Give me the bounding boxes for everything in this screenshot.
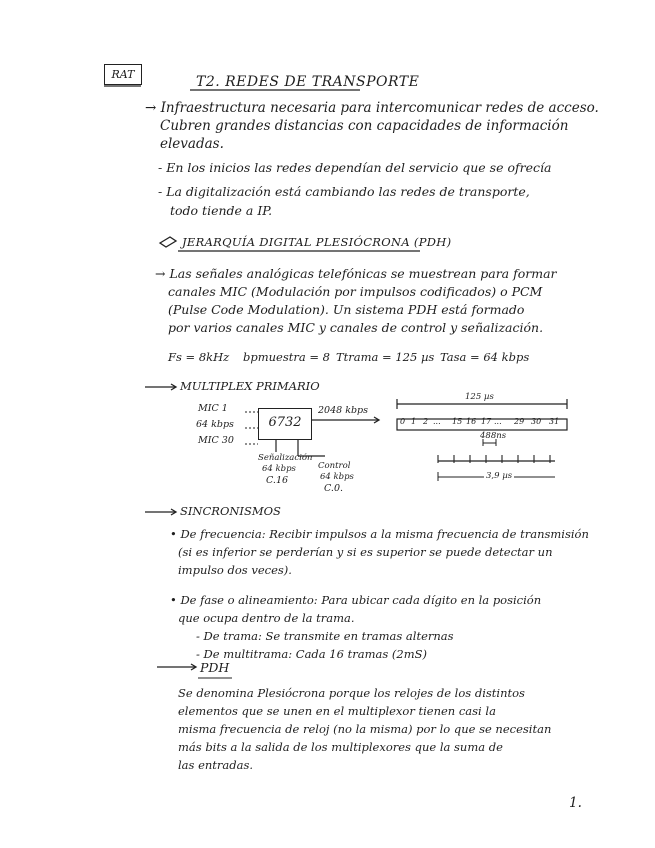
slot-dots-1: ... (433, 417, 441, 426)
param-ttrama: Ttrama = 125 µs (336, 350, 435, 364)
slot-2: 2 (423, 417, 429, 426)
slot-29: 29 (514, 417, 525, 426)
pdh-line-2: canales MIC (Modulación por impulsos codificados) o PCM (168, 284, 543, 299)
control-rate: 64 kbps (320, 472, 354, 482)
slot-0: 0 (400, 417, 406, 426)
pdh-def-line-1: Se denomina Plesiócrona porque los relojes de los distintos (178, 686, 525, 700)
output-rate: 2048 kbps (318, 405, 368, 416)
multiplexer-label: 6732 (268, 415, 302, 430)
intro-bullet-1: - En los inicios las redes dependían del servicio que se ofrecía (158, 160, 552, 175)
multiplexer-box (258, 408, 312, 440)
senalizacion-label: Señalización (258, 453, 313, 463)
bit-time: 3,9 µs (486, 471, 513, 481)
param-tasa: Tasa = 64 kbps (440, 350, 530, 364)
slot-time: 488ns (480, 431, 507, 441)
param-fs: Fs = 8kHz (168, 350, 230, 364)
pdh-heading: JERARQUÍA DIGITAL PLESIÓCRONA (PDH) (182, 235, 452, 249)
param-bits: bpmuestra = 8 (243, 350, 330, 364)
control-label: Control (318, 461, 351, 471)
frecuencia-line-2: (si es inferior se perderían y si es superior se puede detectar un (178, 545, 553, 559)
senalizacion-channel: C.16 (266, 475, 289, 486)
fase-sub-multitrama: - De multitrama: Cada 16 tramas (2mS) (196, 647, 427, 661)
slot-31: 31 (549, 417, 560, 426)
page-title: T2. REDES DE TRANSPORTE (196, 74, 420, 90)
input-rate: 64 kbps (196, 419, 234, 430)
subject-tag: RAT (104, 64, 142, 85)
pdh-line-4: por varios canales MIC y canales de control y señalización. (168, 320, 544, 335)
frecuencia-line-3: impulso dos veces). (178, 563, 292, 577)
control-channel: C.0. (324, 483, 344, 494)
slot-1: 1 (411, 417, 417, 426)
frecuencia-line-1: • De frecuencia: Recibir impulsos a la misma frecuencia de transmisión (170, 527, 589, 541)
intro-line-3: elevadas. (160, 136, 224, 152)
fase-line-2: que ocupa dentro de la trama. (178, 611, 355, 625)
input-mic1: MIC 1 (198, 403, 228, 414)
frame-period: 125 µs (465, 392, 494, 402)
pdh-def-heading: PDH (200, 660, 230, 675)
slot-16: 16 (466, 417, 477, 426)
intro-bullet-2-cont: todo tiende a IP. (170, 203, 273, 218)
slot-17: 17 (481, 417, 492, 426)
pdh-def-line-4: más bits a la salida de los multiplexores que la suma de (178, 740, 503, 754)
multiplex-heading: MULTIPLEX PRIMARIO (180, 379, 320, 393)
input-mic30: MIC 30 (198, 435, 234, 446)
senalizacion-rate: 64 kbps (262, 464, 296, 474)
slot-30: 30 (531, 417, 542, 426)
pdh-def-line-5: las entradas. (178, 758, 254, 772)
sincronismos-heading: SINCRONISMOS (180, 504, 281, 518)
intro-bullet-2: - La digitalización está cambiando las redes de transporte, (158, 184, 530, 199)
fase-sub-trama: - De trama: Se transmite en tramas alternas (196, 629, 454, 643)
fase-line-1: • De fase o alineamiento: Para ubicar cada dígito en la posición (170, 593, 542, 607)
intro-line-1: → Infraestructura necesaria para intercomunicar redes de acceso. (145, 100, 599, 116)
slot-dots-2: ... (494, 417, 502, 426)
pdh-line-3: (Pulse Code Modulation). Un sistema PDH está formado (168, 302, 525, 317)
pdh-line-1: → Las señales analógicas telefónicas se muestrean para formar (155, 266, 557, 281)
pdh-def-line-2: elementos que se unen en el multiplexor tienen casi la (178, 704, 496, 718)
pdh-def-line-3: misma frecuencia de reloj (no la misma) por lo que se necesitan (178, 722, 552, 736)
page-number: 1. (569, 795, 582, 811)
intro-line-2: Cubren grandes distancias con capacidades de información (160, 118, 569, 134)
slot-15: 15 (452, 417, 463, 426)
